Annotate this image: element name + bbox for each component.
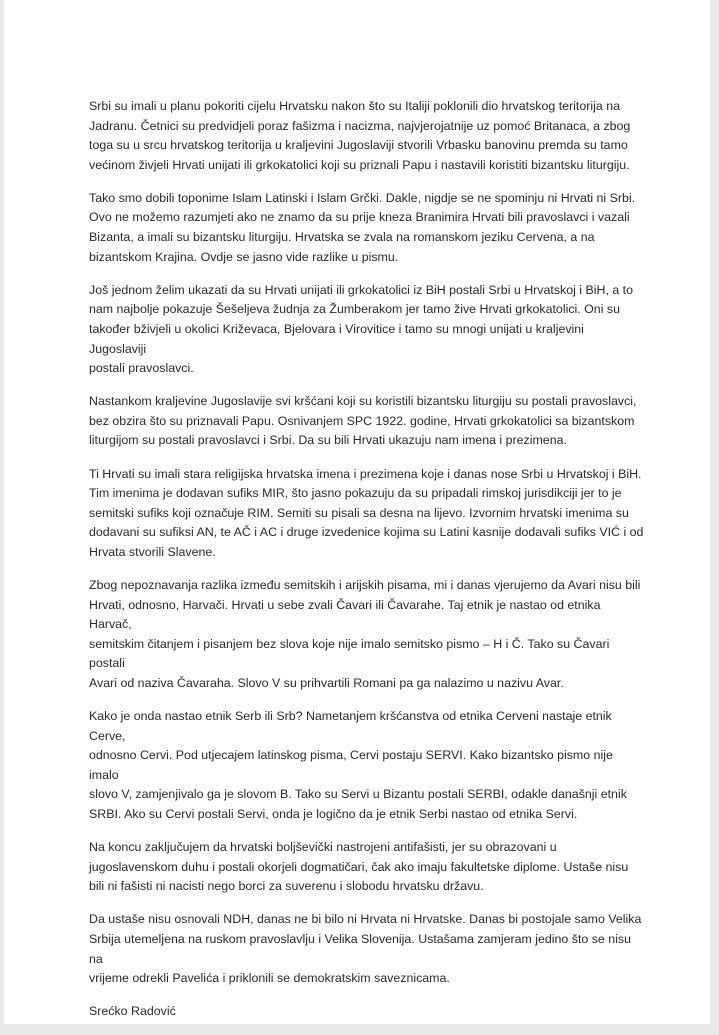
paragraph-9: Da ustaše nisu osnovali NDH, danas ne bi bilo ni Hrvata ni Hrvatske. Danas bi postojale samo Velika Srbija utemeljena na ruskom pravoslavlju i Velika Slovenija. Ustašama zamjeram jedino što se nisu na vrijeme odrekli Pavelića i priklonili se demokratskim saveznicama.	[89, 912, 642, 986]
paragraph-4: Nastankom kraljevine Jugoslavije svi kršćani koji su koristili bizantsku liturgiju su postali pravoslavci, bez obzira što su priznavali Papu. Osnivanjem SPC 1922. godine, Hrvati grkokatolici sa bizantskom liturgijom su postali pravoslavci i Srbi. Da su bili Hrvati ukazuju nam imena i prezimena.	[89, 394, 637, 448]
paragraph-1: Srbi su imali u planu pokoriti cijelu Hrvatsku nakon što su Italiji poklonili dio hrvatskog teritorija na Jadranu. Četnici su predvidjeli poraz fašizma i nacizma, najvjerojatnije uz pomoć Britanaca, a zbog toga su u srcu hrvatskog teritorija u kraljevini Jugoslaviji stvorili Vrbasku banovinu premda su tamo većinom živjeli Hrvati unijati ili grkokatolici koji su priznali Papu i nastavili koristiti bizantsku liturgiju.	[89, 99, 631, 172]
paragraph-8: Na koncu zaključujem da hrvatski boljševički nastrojeni antifašisti, jer su obrazovani u jugoslavenskom duhu i postali okorjeli dogmatičari, čak ako imaju fakultetske diplome. Ustaše nisu bili ni fašisti ni nacisti nego borci za suverenu i slobodu hrvatsku državu.	[89, 840, 629, 894]
paragraph-7: Kako je onda nastao etnik Serb ili Srb? Nametanjem kršćanstva od etnika Cerveni nastaje etnik Cerve, odnosno Cervi. Pod utjecajem latinskog pisma, Cervi postaju SERVI. Kako bizantsko pismo nije imalo slovo V, zamjenjivalo ga je slovom B. Tako su Servi u Bizantu postali SERBI, odakle današnji etnik SRBI. Ako su Cervi postali Servi, onda je logično da je etnik Serbi nastao od etnika Servi.	[89, 709, 627, 821]
paragraph-3: Još jednom želim ukazati da su Hrvati unijati ili grkokatolici iz BiH postali Srbi u Hrvatskoj i BiH, a to nam najbolje pokazuje Šešeljeva žudnja za Žumberakom jer tamo žive Hrvati grkokatolici. Oni su također bživjeli u okolici Križevaca, Bjelovara i Virovitice i tamo su mnogi unijati u kraljevini Jugoslaviji postali pravoslavci.	[89, 282, 634, 376]
document-body	[89, 97, 644, 1035]
paragraph-5: Ti Hrvati su imali stara religijska hrvatska imena i prezimena koje i danas nose Srbi u Hrvatskoj i BiH. Tim imenima je dodavan sufiks MIR, što jasno pokazuju da su pripadali rimskoj jurisdikciji jer to je semitski sufiks koji označuje RIM. Semiti su pisali sa desna na lijevo. Izvornim hrvatski imenima su dodavani su sufiksi AN, te AČ i AC i druge izvedenice kojima su Latini kasnije dodavali sufiks VIĆ i od Hrvata stvorili Slavene.	[89, 466, 644, 559]
document-page	[4, 0, 710, 1024]
author-signature: Srećko Radović	[89, 1004, 176, 1019]
paragraph-2: Tako smo dobili toponime Islam Latinski i Islam Grčki. Dakle, nigdje se ne spominju ni Hrvati ni Srbi. Ovo ne možemo razumjeti ako ne znamo da su prije kneza Branimira Hrvati bili pravoslavci i vazali Bizanta, a imali su bizantsku liturgiju. Hrvatska se zvala na romanskom jeziku Cervena, a na bizantskom Krajina. Ovdje se jasno vide razlike u pismu.	[89, 190, 636, 264]
paragraph-6: Zbog nepoznavanja razlika između semitskih i arijskih pisama, mi i danas vjerujemo da Avari nisu bili Hrvati, odnosno, Harvači. Hrvati u sebe zvali Čavari ili Čavarahe. Taj etnik je nastao od etnika Harvač, semitskim čitanjem i pisanjem bez slova koje nije imalo semitsko pismo – H i Č. Tako su Čavari postali Avari od naziva Čavaraha. Slovo V su prihvartili Romani pa ga nalazimo u nazivu Avar.	[89, 577, 641, 690]
